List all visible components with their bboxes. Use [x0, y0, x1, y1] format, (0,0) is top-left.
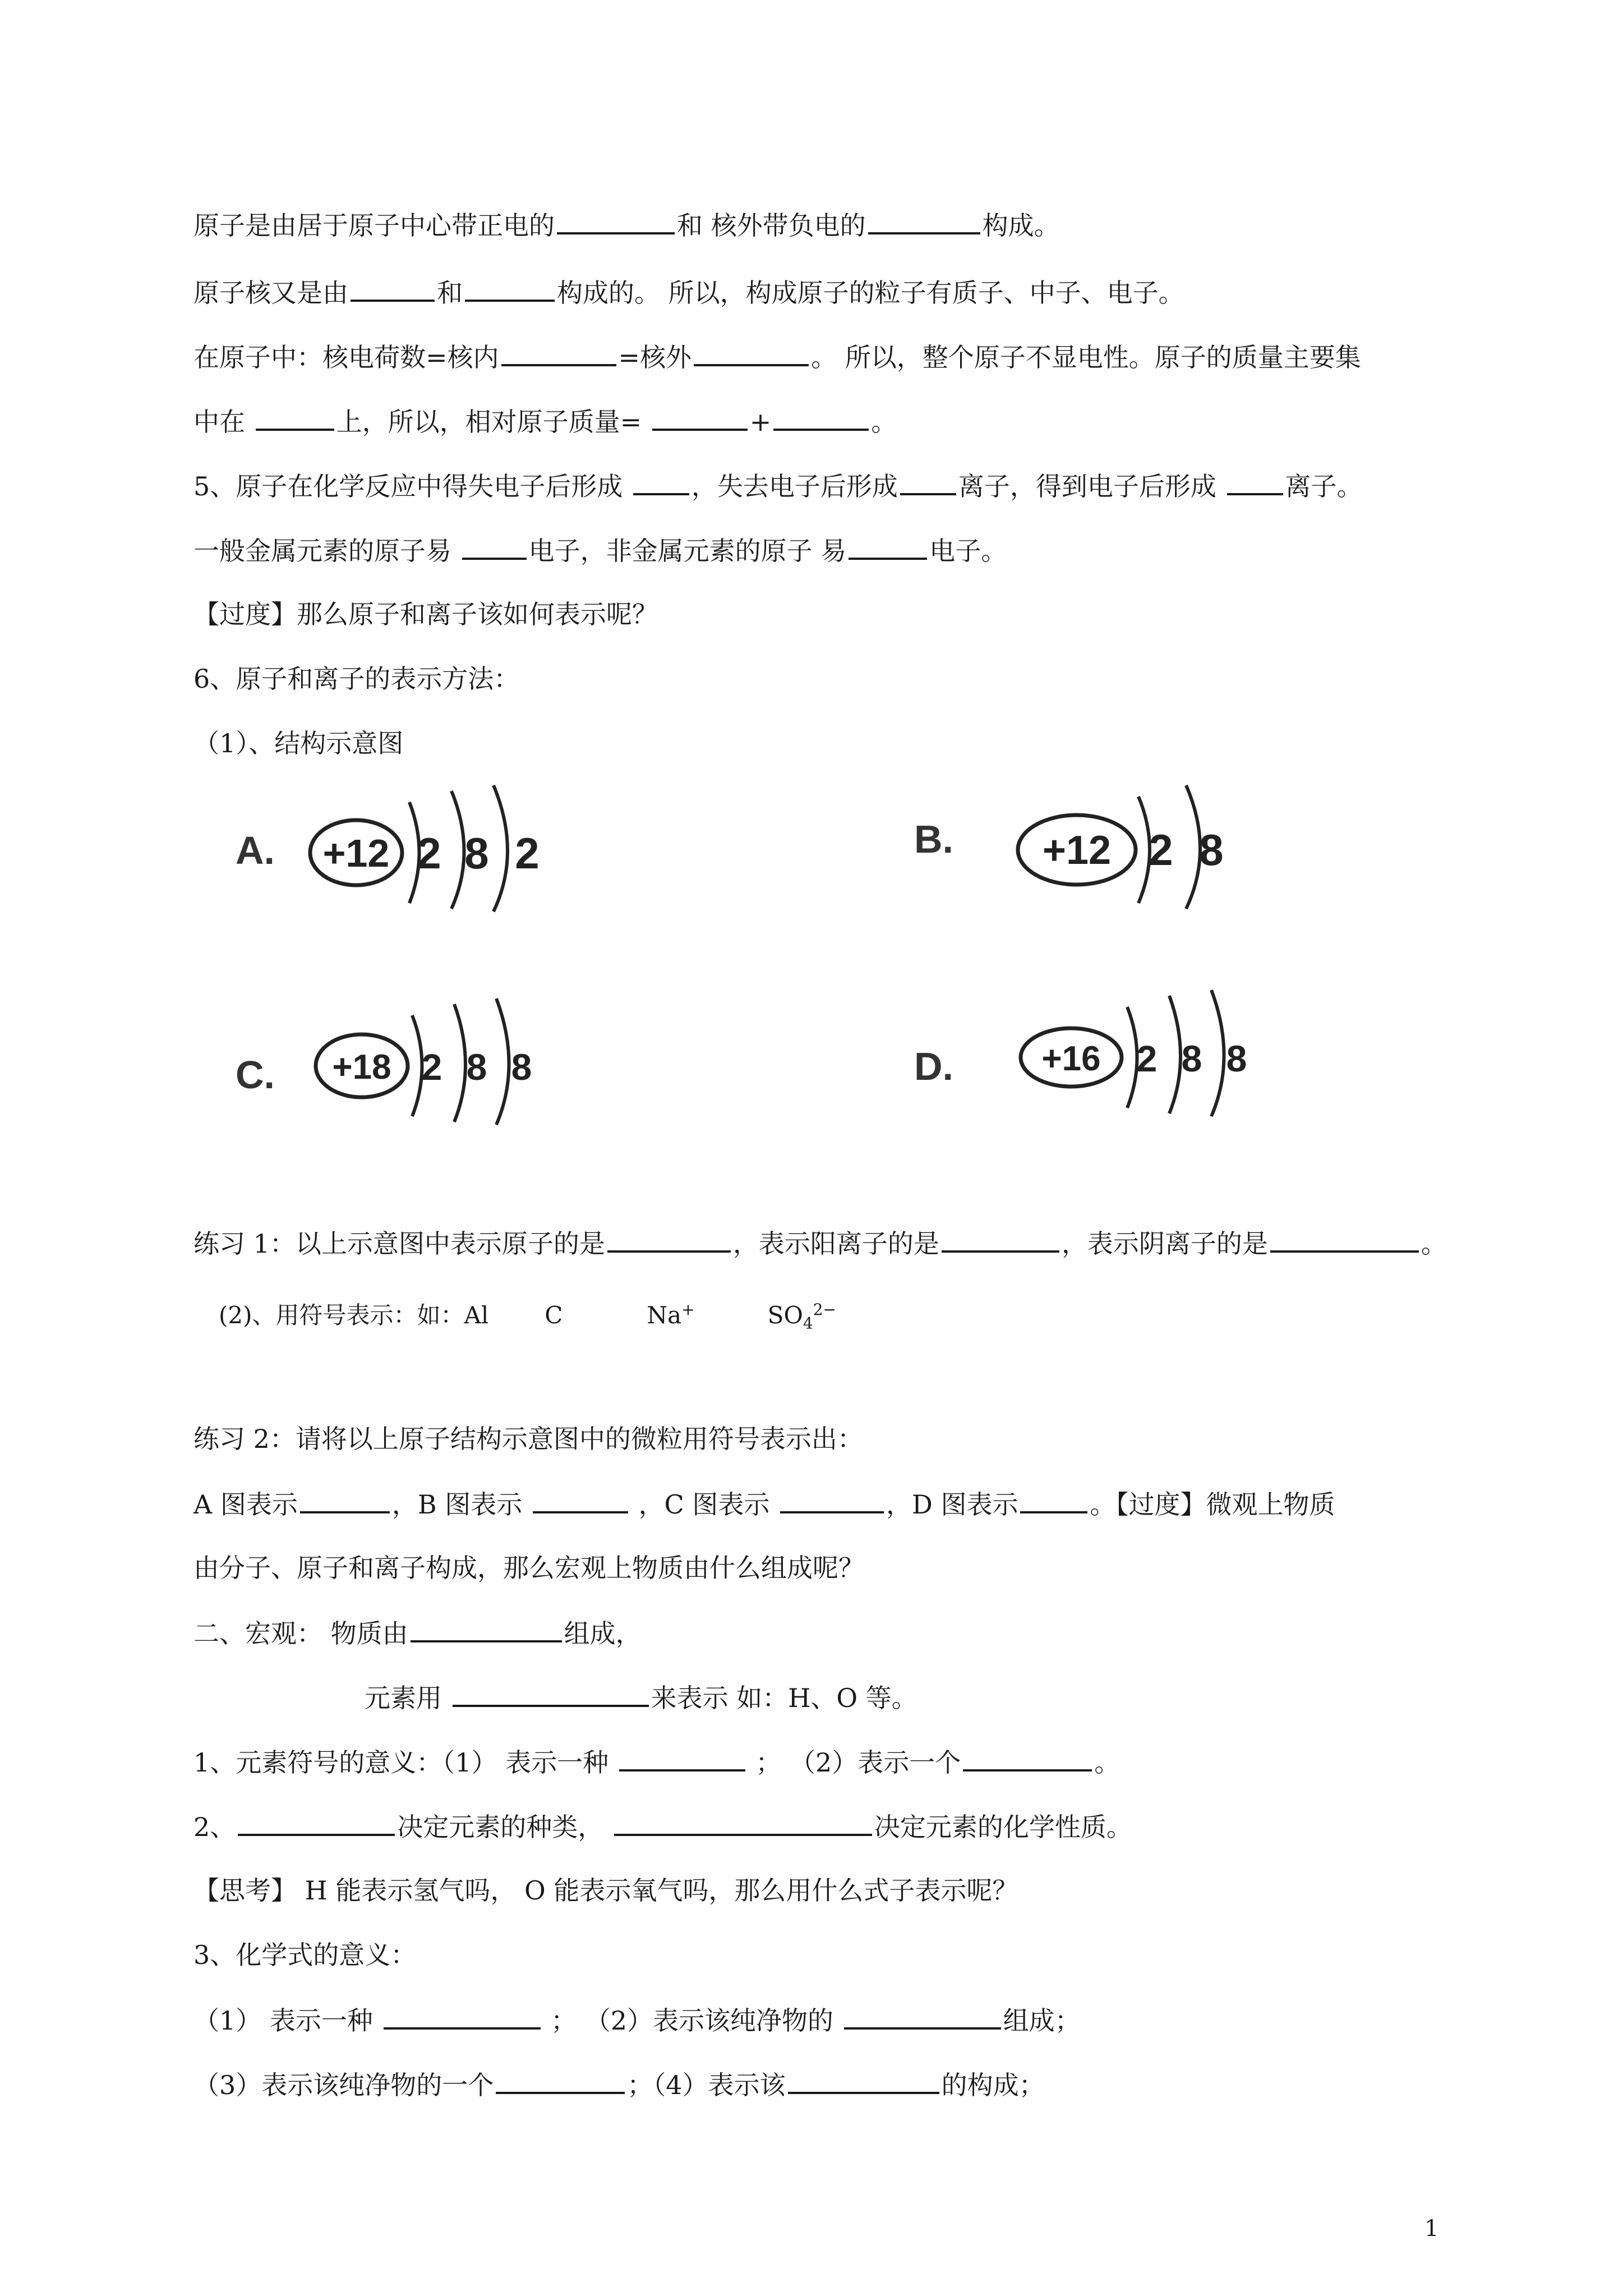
page-number: 1 [1424, 2216, 1439, 2242]
text: 和 核外带负电的 [677, 210, 866, 241]
answer-blank[interactable] [1270, 1226, 1419, 1253]
answer-blank[interactable] [900, 468, 956, 495]
text-line-19 [193, 2067, 1045, 2102]
answer-blank[interactable] [694, 339, 809, 366]
text: 2、 [193, 1812, 236, 1842]
text: 。 所以，整个原子不显电性。原子的质量主要集 [811, 342, 1361, 372]
answer-blank[interactable] [849, 533, 927, 560]
answer-blank[interactable] [238, 1809, 395, 1836]
text: 。 [1094, 1747, 1121, 1778]
shell-arc [1127, 1007, 1137, 1108]
answer-blank[interactable] [868, 208, 980, 234]
thinking-question: 【思考】 H 能表示氢气吗， O 能表示氧气吗，那么用什么式子表示呢？ [193, 1875, 1018, 1906]
text: 。【过度】微观上物质 [1090, 1489, 1335, 1520]
text-line-15 [193, 1809, 1132, 1844]
text: 一般金属元素的原子易 [193, 536, 460, 566]
shell-arc [1138, 797, 1150, 903]
text: 电子，非金属元素的原子 易 [528, 536, 847, 566]
text: ，B 图表示 [391, 1489, 531, 1520]
exercise-1 [193, 1226, 1447, 1260]
section-heading: 3、化学式的意义： [193, 1940, 417, 1970]
structure-diagram-c [236, 993, 617, 1124]
text: 中在 [193, 407, 253, 437]
text: A 图表示 [193, 1489, 298, 1520]
shell-arc [451, 791, 464, 909]
text: ；（4）表示该 [627, 2070, 786, 2100]
text: 离子。 [1285, 471, 1363, 501]
answer-blank[interactable] [453, 1680, 649, 1707]
transition-note: 【过度】那么原子和离子该如何表示呢？ [193, 599, 658, 629]
text-line-14 [193, 1745, 1120, 1779]
answer-blank[interactable] [963, 1745, 1092, 1772]
text: （3）表示该纯净物的一个 [193, 2070, 494, 2100]
exercise-2: 练习 2：请将以上原子结构示意图中的微粒用符号表示出： [193, 1424, 863, 1454]
text: 5、原子在化学反应中得失电子后形成 [193, 471, 631, 501]
text: ； （2）表示该纯净物的 [542, 2005, 842, 2036]
answer-blank[interactable] [384, 2003, 541, 2030]
text-line-12 [193, 1616, 642, 1650]
text: 电子。 [929, 536, 1007, 566]
answer-blank[interactable] [1227, 468, 1283, 495]
text-line-1 [193, 208, 1060, 242]
text: 决定元素的种类， [397, 1812, 612, 1842]
answer-blank[interactable] [607, 1226, 731, 1253]
answer-blank[interactable] [496, 2067, 625, 2094]
text-line-10 [193, 1487, 1335, 1521]
answer-blank[interactable] [652, 404, 748, 431]
text: 决定元素的化学性质。 [874, 1812, 1132, 1842]
answer-blank[interactable] [1020, 1487, 1087, 1513]
text: 元素用 [365, 1683, 450, 1713]
text: ，失去电子后形成 [691, 471, 898, 501]
answer-blank[interactable] [619, 1745, 745, 1772]
text: ，D 图表示 [886, 1489, 1018, 1520]
shell-electrons: 2 [417, 829, 441, 878]
shell-electrons: 8 [511, 1046, 532, 1088]
text: ，C 图表示 [630, 1489, 778, 1520]
text: 。 [1421, 1228, 1447, 1259]
symbol-so4: $SO_4^{2-}$ [767, 1300, 836, 1333]
text: 和 [437, 278, 463, 308]
structure-diagram-a [236, 780, 617, 911]
text: 离子，得到电子后形成 [958, 471, 1225, 501]
text: 的构成； [941, 2070, 1045, 2100]
text-line-18 [193, 2003, 1081, 2037]
answer-blank[interactable] [844, 2003, 1001, 2030]
structure-diagram-b [914, 780, 1295, 911]
diagram-label: A. [236, 829, 275, 872]
symbol-c: C [545, 1301, 563, 1329]
nucleus-charge: +12 [1042, 828, 1112, 873]
text-line-5 [193, 468, 1363, 503]
nucleus-charge: +16 [1041, 1039, 1101, 1078]
shell-arc [1186, 785, 1200, 909]
text-line-6 [193, 533, 1007, 568]
text: 上，所以，相对原子质量= [336, 407, 650, 437]
shell-arc [412, 1015, 422, 1116]
text: ； （2）表示一个 [747, 1747, 961, 1778]
answer-blank[interactable] [557, 208, 675, 234]
text: 练习 1：以上示意图中表示原子的是 [193, 1228, 605, 1259]
answer-blank[interactable] [300, 1487, 390, 1513]
answer-blank[interactable] [351, 275, 435, 302]
shell-electrons: 8 [1181, 1038, 1202, 1079]
nucleus-charge: +12 [322, 831, 390, 875]
shell-electrons: 8 [1226, 1038, 1247, 1079]
answer-blank[interactable] [942, 1226, 1059, 1253]
symbol-al: Al [464, 1301, 489, 1329]
text-line-11: 由分子、原子和离子构成，那么宏观上物质由什么组成呢？ [193, 1553, 864, 1583]
shell-arc [1211, 990, 1224, 1116]
text: （1） 表示一种 [193, 2005, 381, 2036]
shell-electrons: 2 [1136, 1038, 1158, 1079]
symbol-examples [219, 1293, 836, 1340]
shell-arc [496, 999, 509, 1125]
text: 。 [871, 407, 897, 437]
text: 在原子中：核电荷数=核内 [193, 342, 499, 372]
diagram-label: D. [914, 1045, 953, 1088]
answer-blank[interactable] [465, 275, 555, 302]
text: (2)、用符号表示：如： [219, 1301, 464, 1329]
shell-electrons: 8 [466, 1046, 487, 1088]
text: ，表示阴离子的是 [1061, 1228, 1268, 1259]
answer-blank[interactable] [411, 1616, 562, 1642]
nucleus-charge: +18 [332, 1048, 391, 1087]
text: =核外 [618, 342, 692, 372]
text: 来表示 如：H、O 等。 [651, 1683, 917, 1713]
text-line-2 [193, 275, 1184, 310]
shell-electrons: 2 [421, 1046, 442, 1088]
diagram-label: B. [914, 817, 953, 861]
text: 1、元素符号的意义：（1） 表示一种 [193, 1747, 617, 1778]
text-line-3 [193, 339, 1361, 374]
shell-arc [1169, 996, 1181, 1114]
structure-diagram-d [914, 987, 1295, 1119]
section-heading: 6、原子和离子的表示方法： [193, 664, 520, 694]
text: ，表示阳离子的是 [732, 1228, 939, 1259]
answer-blank[interactable] [256, 404, 334, 431]
text-line-13 [365, 1680, 917, 1715]
subsection-heading: （1）、结构示意图 [193, 728, 404, 758]
text: 构成的。 所以，构成原子的粒子有质子、中子、电子。 [557, 278, 1184, 308]
shell-electrons: 8 [464, 829, 489, 878]
text: 原子核又是由 [193, 278, 348, 308]
shell-arc [494, 785, 508, 912]
shell-electrons: 2 [1149, 825, 1173, 875]
text-line-4 [193, 404, 897, 439]
answer-blank[interactable] [780, 1487, 884, 1513]
shell-electrons: 8 [1199, 825, 1224, 875]
answer-blank[interactable] [788, 2067, 939, 2094]
answer-blank[interactable] [462, 533, 527, 560]
answer-blank[interactable] [501, 339, 616, 366]
text: 构成。 [982, 210, 1060, 241]
text: 组成； [1003, 2005, 1081, 2036]
text: 二、宏观： 物质由 [193, 1618, 408, 1649]
text: 原子是由居于原子中心带正电的 [193, 210, 555, 241]
shell-arc [454, 1004, 465, 1122]
text: 组成， [564, 1618, 642, 1649]
answer-blank[interactable] [633, 468, 689, 495]
shell-electrons: 2 [515, 829, 540, 878]
symbol-na: Na+ [647, 1300, 695, 1329]
answer-blank[interactable] [614, 1809, 872, 1836]
answer-blank[interactable] [773, 404, 869, 431]
text: + [749, 407, 772, 437]
answer-blank[interactable] [533, 1487, 628, 1513]
diagram-label: C. [236, 1053, 275, 1097]
